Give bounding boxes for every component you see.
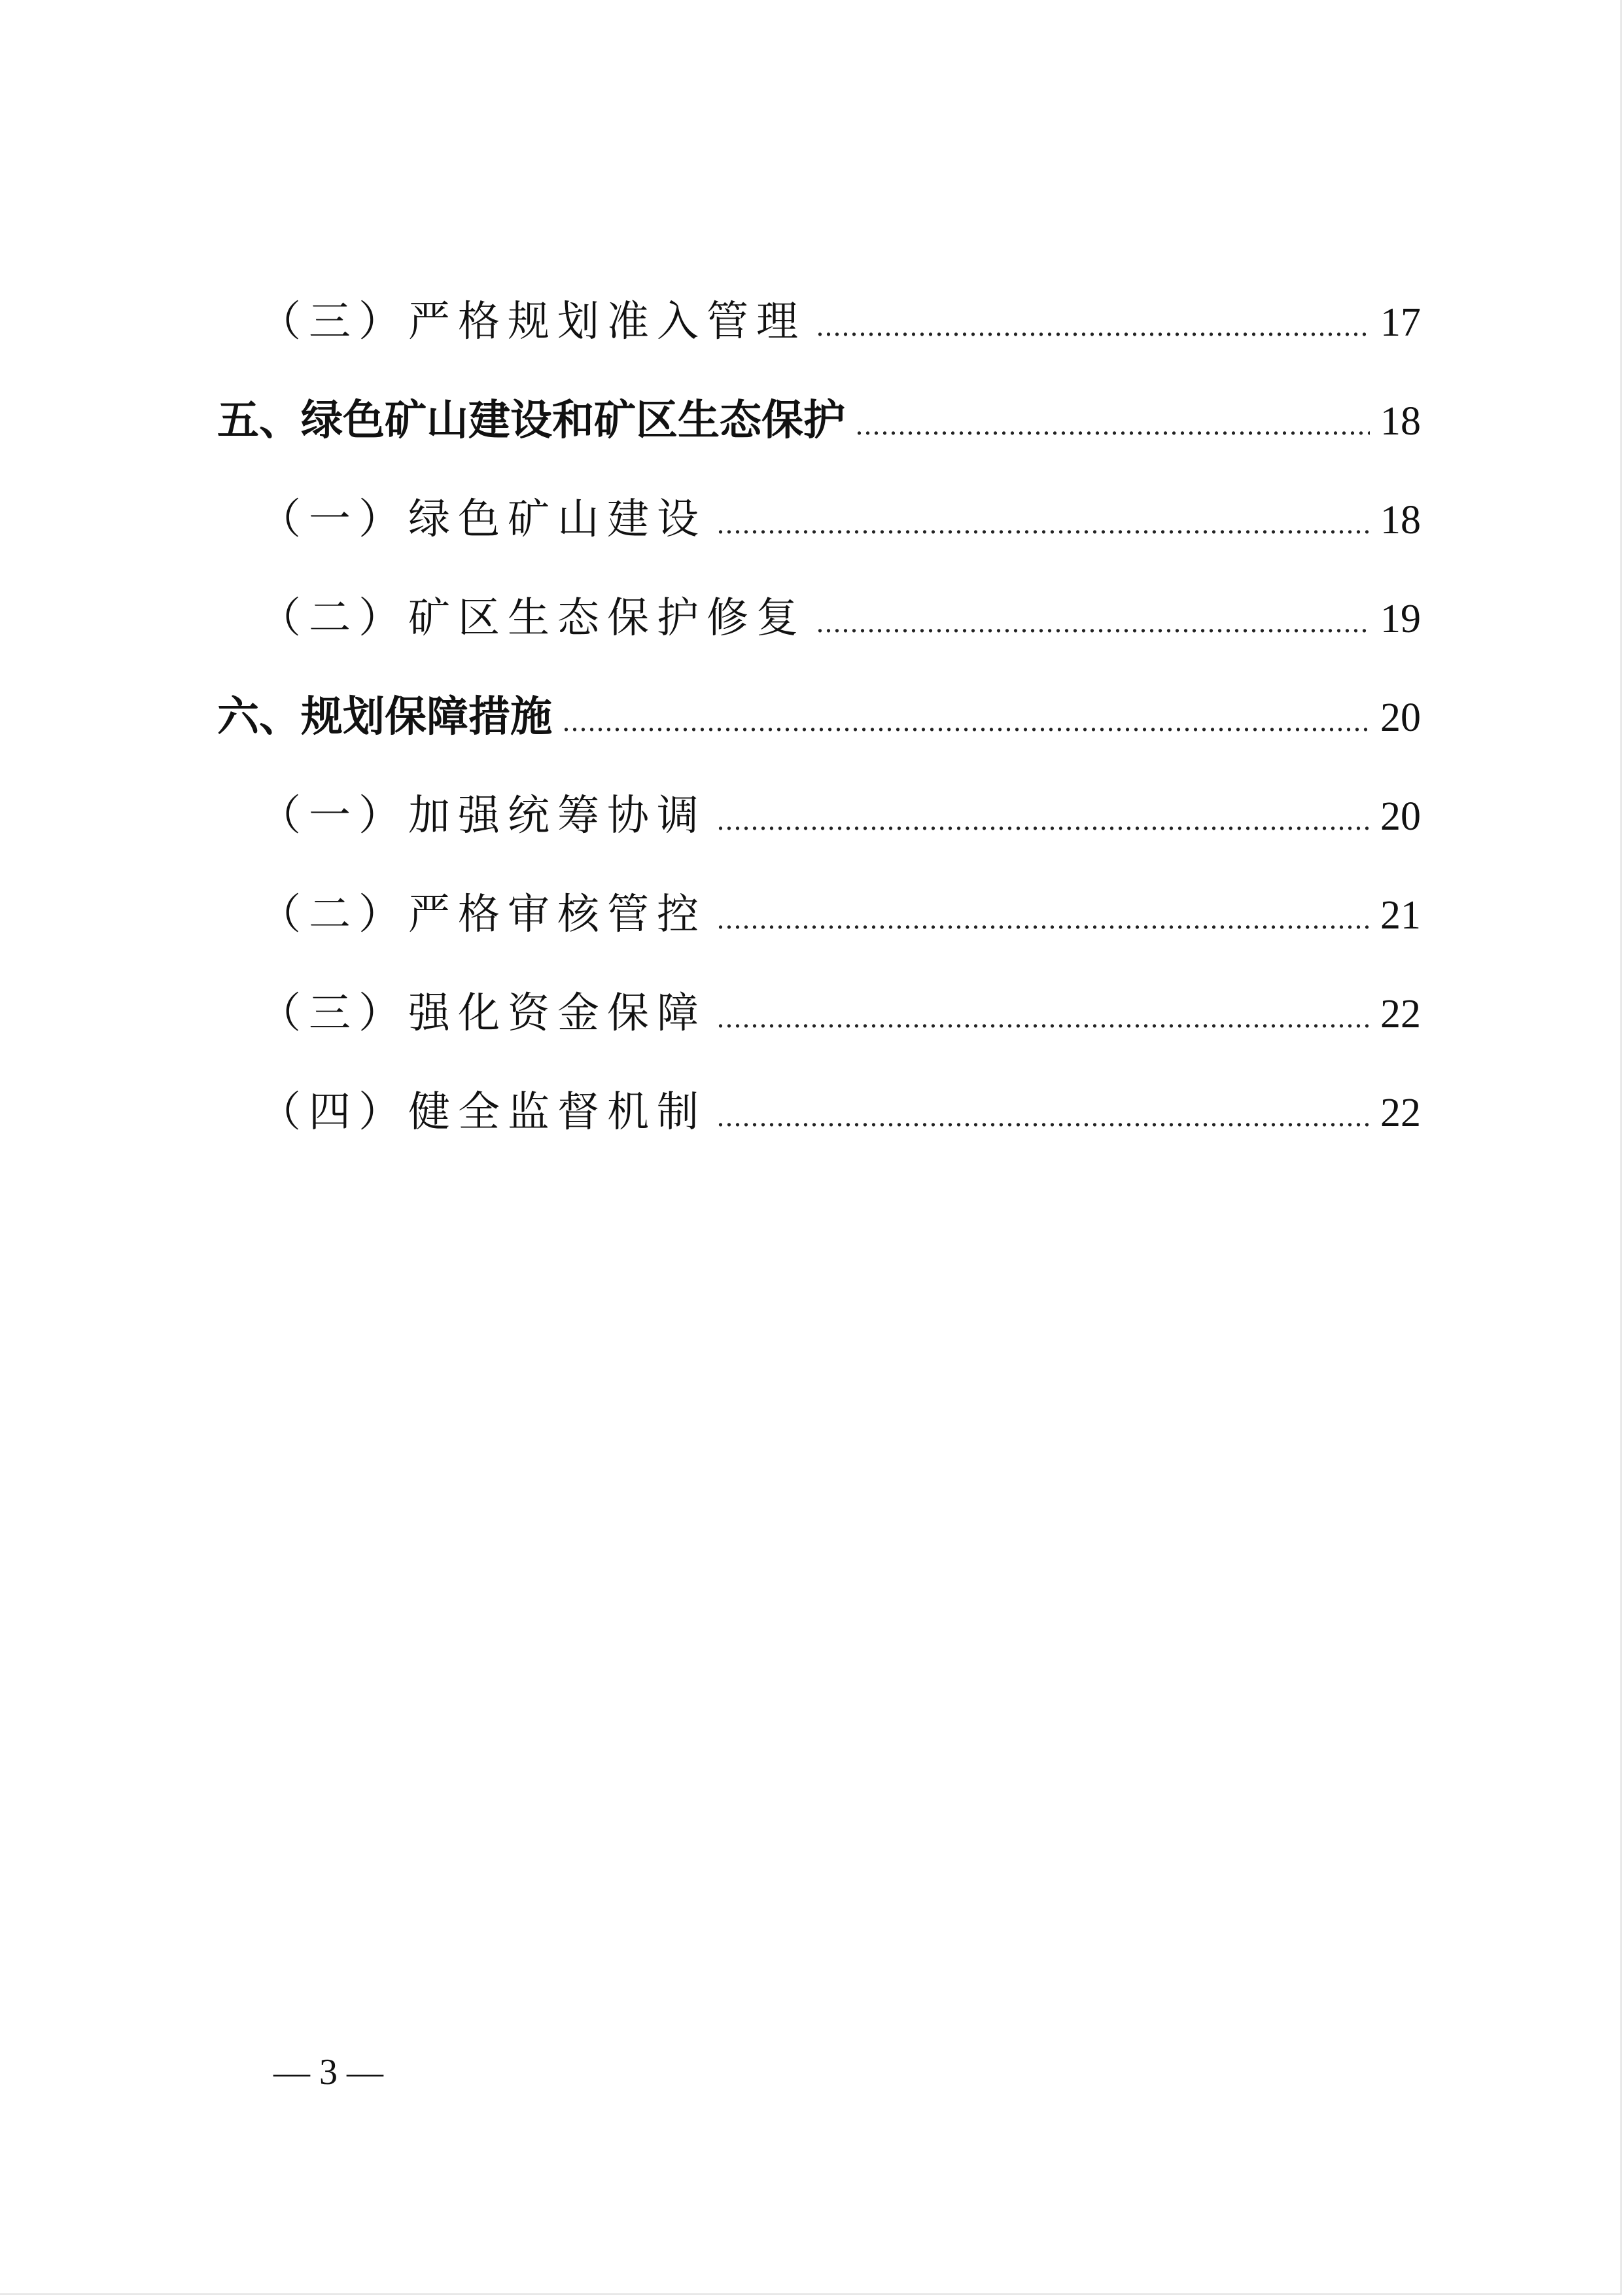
toc-leader-dots bbox=[717, 1100, 1370, 1133]
toc-entry-title: （四）健全监督机制 bbox=[259, 1088, 707, 1137]
toc-leader-dots bbox=[816, 309, 1370, 343]
toc-section-page: 20 bbox=[1380, 696, 1421, 740]
toc-entry-supervision[interactable] bbox=[217, 1078, 1421, 1177]
toc-leader-dots bbox=[856, 408, 1370, 442]
toc-entry-page: 21 bbox=[1380, 893, 1421, 938]
toc-entry-title: （一）加强统筹协调 bbox=[259, 792, 707, 840]
toc-entry-funding[interactable] bbox=[217, 980, 1421, 1078]
toc-section-safeguard-measures[interactable] bbox=[217, 683, 1421, 782]
table-of-contents bbox=[217, 288, 1421, 1177]
toc-section-page: 18 bbox=[1380, 399, 1421, 444]
toc-leader-dots bbox=[816, 606, 1370, 639]
toc-entry-review-control[interactable] bbox=[217, 881, 1421, 980]
toc-entry-page: 20 bbox=[1380, 794, 1421, 839]
toc-entry-page: 17 bbox=[1380, 300, 1421, 345]
toc-entry-coordination[interactable] bbox=[217, 782, 1421, 881]
toc-entry-ecological-restoration[interactable] bbox=[217, 584, 1421, 683]
toc-entry-page: 22 bbox=[1380, 1091, 1421, 1135]
toc-entry-title: （三）严格规划准入管理 bbox=[259, 298, 806, 346]
toc-section-title: 五、绿色矿山建设和矿区生态保护 bbox=[217, 397, 845, 445]
toc-entry-title: （三）强化资金保障 bbox=[259, 989, 707, 1038]
toc-entry-page: 22 bbox=[1380, 992, 1421, 1036]
toc-section-green-mine[interactable] bbox=[217, 387, 1421, 486]
toc-leader-dots bbox=[563, 705, 1370, 738]
toc-entry-page: 18 bbox=[1380, 498, 1421, 542]
toc-entry-title: （二）矿区生态保护修复 bbox=[259, 594, 806, 643]
toc-section-title: 六、规划保障措施 bbox=[217, 693, 552, 741]
page-number: — 3 — bbox=[273, 2052, 383, 2093]
toc-leader-dots bbox=[717, 902, 1370, 936]
toc-entry-title: （一）绿色矿山建设 bbox=[259, 495, 707, 544]
toc-entry-strict-planning-access[interactable] bbox=[217, 288, 1421, 387]
toc-leader-dots bbox=[717, 507, 1370, 540]
toc-entry-page: 19 bbox=[1380, 597, 1421, 641]
toc-leader-dots bbox=[717, 1001, 1370, 1034]
toc-entry-green-mine-construction[interactable] bbox=[217, 486, 1421, 584]
toc-leader-dots bbox=[717, 804, 1370, 837]
toc-entry-title: （二）严格审核管控 bbox=[259, 891, 707, 939]
